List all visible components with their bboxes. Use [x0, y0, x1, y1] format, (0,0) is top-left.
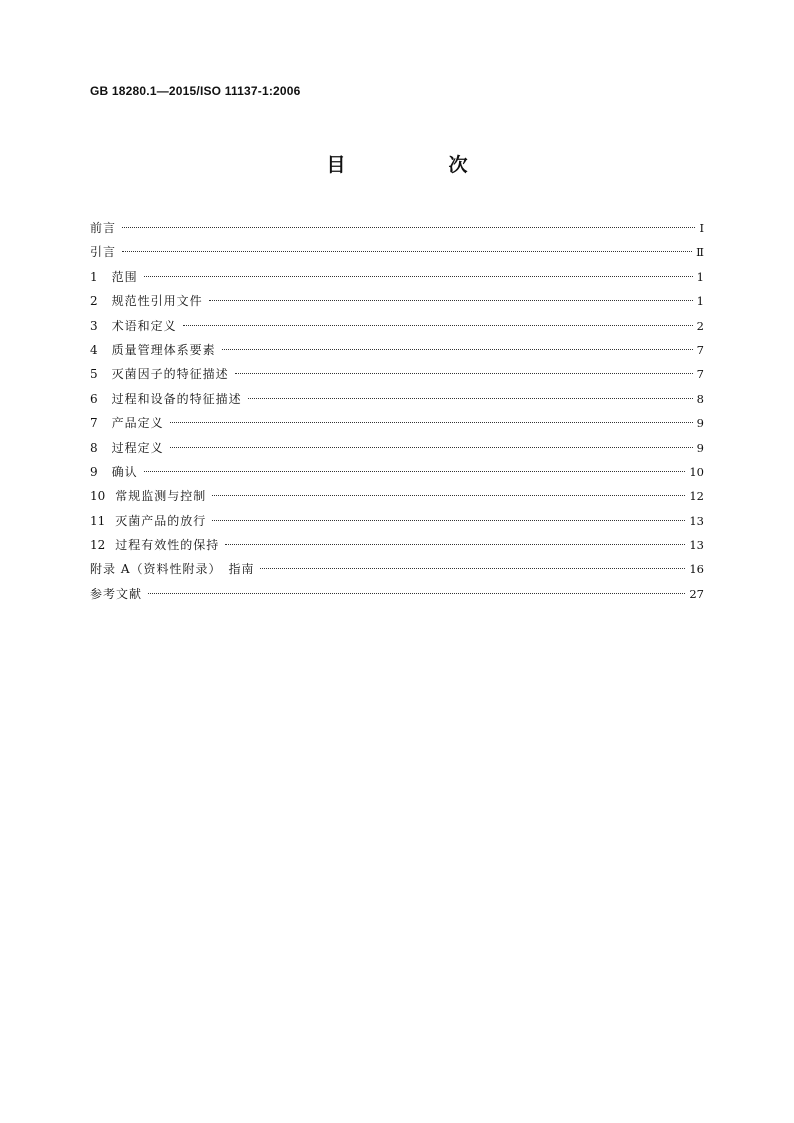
toc-entry[interactable] — [90, 291, 704, 315]
toc-entry-label: 参考文献 — [90, 586, 143, 601]
toc-entry-number: 4 — [90, 342, 98, 357]
dot-leader — [122, 251, 692, 252]
toc-entry[interactable] — [90, 462, 704, 486]
toc-entry-number: 11 — [90, 513, 106, 528]
toc-entry-page-number: Ⅱ — [696, 245, 704, 260]
toc-entry-label: 过程定义 — [111, 440, 164, 455]
toc-entry-page-number: 16 — [689, 562, 704, 577]
toc-entry-number: 1 — [90, 269, 98, 284]
toc-entry-label: 灭菌产品的放行 — [115, 513, 207, 528]
toc-entry[interactable] — [90, 511, 704, 535]
toc-entry-label: 规范性引用文件 — [111, 294, 203, 309]
dot-leader — [148, 593, 685, 594]
toc-entry-page-number: 13 — [689, 538, 704, 553]
toc-entry-label: 确认 — [111, 464, 138, 479]
toc-entry-label: 产品定义 — [111, 416, 164, 431]
dot-leader — [170, 447, 693, 448]
toc-entry-number: 2 — [90, 294, 98, 309]
dot-leader — [235, 373, 693, 374]
toc-entry-label: 引言 — [90, 245, 117, 260]
toc-entry[interactable] — [90, 364, 704, 388]
toc-entry-page-number: 9 — [696, 440, 704, 455]
dot-leader — [225, 544, 685, 545]
toc-entry-page-number: 7 — [696, 342, 704, 357]
toc-entry-label: 过程和设备的特征描述 — [111, 391, 242, 406]
toc-entry[interactable] — [90, 267, 704, 291]
dot-leader — [170, 422, 693, 423]
toc-entry-label: 过程有效性的保持 — [115, 538, 220, 553]
dot-leader — [144, 471, 686, 472]
toc-entry-page-number: 1 — [696, 294, 704, 309]
toc-entry-number: 8 — [90, 440, 98, 455]
table-of-contents — [90, 218, 704, 608]
toc-entry-number: 12 — [90, 538, 106, 553]
toc-entry-page-number: 12 — [689, 489, 704, 504]
toc-entry-number: 10 — [90, 489, 106, 504]
toc-entry-page-number: 8 — [696, 391, 704, 406]
toc-entry[interactable] — [90, 316, 704, 340]
toc-entry-label: 范围 — [111, 269, 138, 284]
toc-entry[interactable] — [90, 389, 704, 413]
toc-entry-number: 5 — [90, 367, 98, 382]
toc-entry-page-number: 13 — [689, 513, 704, 528]
toc-entry[interactable] — [90, 584, 704, 608]
toc-entry-number: 7 — [90, 416, 98, 431]
toc-entry-label: 附录 A（资料性附录） 指南 — [90, 562, 255, 577]
toc-entry-number: 9 — [90, 464, 98, 479]
toc-entry[interactable] — [90, 535, 704, 559]
toc-entry-page-number: 10 — [689, 464, 704, 479]
toc-entry-label: 前言 — [90, 221, 117, 235]
standard-code-header: GB 18280.1—2015/ISO 11137-1:2006 — [90, 84, 301, 98]
toc-entry[interactable] — [90, 559, 704, 583]
toc-entry-page-number: 27 — [689, 586, 704, 601]
toc-entry[interactable] — [90, 438, 704, 462]
toc-entry-page-number: 7 — [696, 367, 704, 382]
toc-entry-number: 3 — [90, 318, 98, 333]
dot-leader — [122, 227, 695, 228]
toc-entry-page-number: 9 — [696, 416, 704, 431]
dot-leader — [209, 300, 693, 301]
dot-leader — [248, 398, 693, 399]
page-title: 目 次 — [326, 154, 510, 176]
toc-entry-page-number: Ⅰ — [699, 221, 704, 235]
toc-entry[interactable] — [90, 413, 704, 437]
toc-entry-label: 术语和定义 — [111, 318, 177, 333]
dot-leader — [212, 520, 685, 521]
toc-entry[interactable] — [90, 486, 704, 510]
dot-leader — [183, 325, 693, 326]
toc-entry[interactable] — [90, 340, 704, 364]
toc-entry[interactable] — [90, 242, 704, 266]
dot-leader — [144, 276, 693, 277]
toc-entry-label: 灭菌因子的特征描述 — [111, 367, 229, 382]
toc-entry-number: 6 — [90, 391, 98, 406]
toc-entry-label: 质量管理体系要素 — [111, 342, 216, 357]
toc-entry-page-number: 2 — [696, 318, 704, 333]
dot-leader — [260, 568, 685, 569]
dot-leader — [222, 349, 693, 350]
toc-entry[interactable] — [90, 218, 704, 242]
toc-entry-page-number: 1 — [696, 269, 704, 284]
toc-entry-label: 常规监测与控制 — [115, 489, 207, 504]
dot-leader — [212, 495, 685, 496]
